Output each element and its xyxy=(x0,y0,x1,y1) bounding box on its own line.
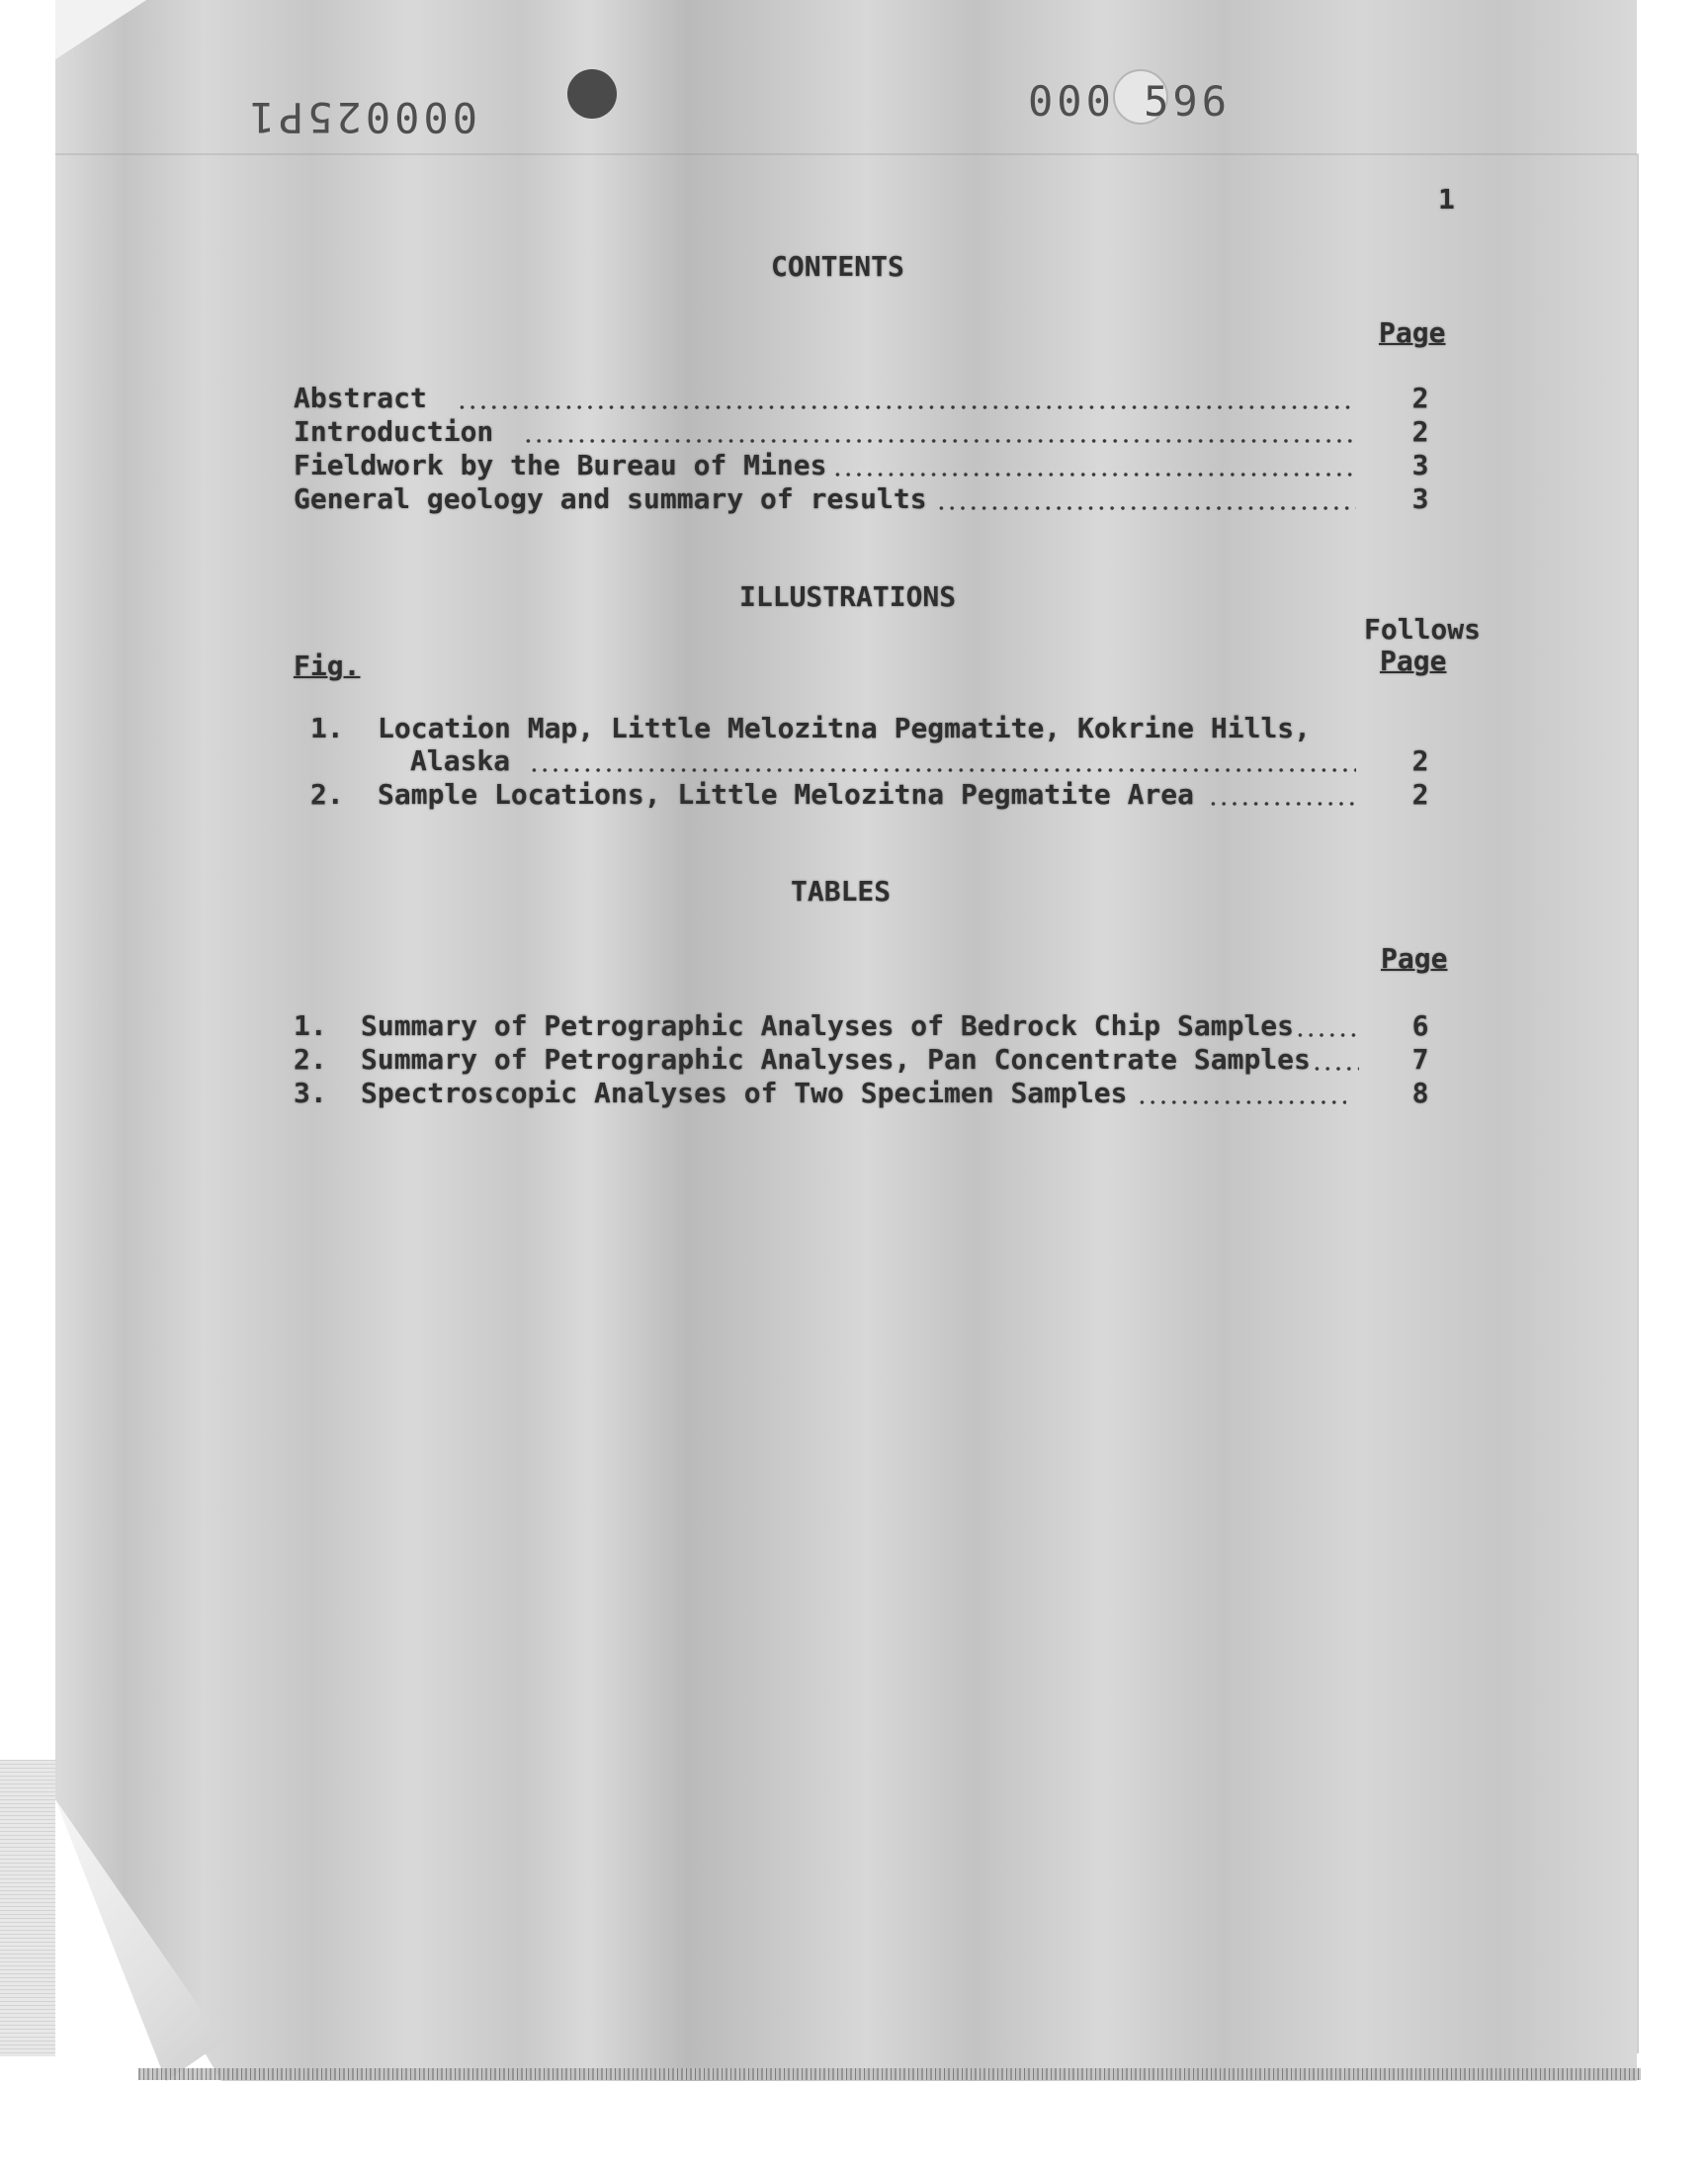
fig-entry xyxy=(410,744,1440,778)
dot-leader xyxy=(936,482,1356,516)
contents-heading: CONTENTS xyxy=(771,250,904,283)
entry-label: Alaska xyxy=(410,744,511,777)
entry-page: 2 xyxy=(1411,382,1429,414)
dot-leader xyxy=(1312,1043,1359,1077)
entry-label: Fieldwork by the Bureau of Mines xyxy=(294,449,827,481)
table-number: 1. xyxy=(294,1009,327,1042)
table-entry xyxy=(361,1043,1440,1077)
dot-leader xyxy=(457,382,1356,415)
entry-page: 2 xyxy=(1411,778,1429,811)
contents-entry xyxy=(294,382,1440,415)
dot-leader xyxy=(523,415,1356,449)
illustrations-page-column: Page xyxy=(1380,645,1447,677)
dot-leader xyxy=(1295,1009,1359,1043)
scan-edge-bottom xyxy=(138,2068,1641,2080)
document-stamp-left: 000025P1 xyxy=(245,93,477,141)
entry-label: Summary of Petrographic Analyses, Pan Concentrate Samples xyxy=(361,1043,1311,1076)
illustrations-heading: ILLUSTRATIONS xyxy=(739,580,957,613)
fig-number: 1. xyxy=(310,712,344,744)
entry-page: 2 xyxy=(1411,415,1429,448)
punch-hole xyxy=(567,69,617,119)
tables-page-column: Page xyxy=(1381,942,1448,975)
follows-column: Follows xyxy=(1364,613,1482,646)
entry-label: General geology and summary of results xyxy=(294,482,927,515)
entry-label: Summary of Petrographic Analyses of Bedrock Chip Samples xyxy=(361,1009,1295,1042)
entry-page: 8 xyxy=(1411,1077,1429,1109)
tables-heading: TABLES xyxy=(791,875,892,908)
fig-column: Fig. xyxy=(294,650,361,682)
table-entry xyxy=(361,1009,1440,1043)
entry-label: Introduction xyxy=(294,415,494,448)
entry-page: 2 xyxy=(1411,744,1429,777)
entry-page: 7 xyxy=(1411,1043,1429,1076)
table-number: 2. xyxy=(294,1043,327,1076)
table-entry xyxy=(361,1077,1440,1110)
entry-page: 6 xyxy=(1411,1009,1429,1042)
contents-entry xyxy=(294,415,1440,449)
document-stamp-right: 000 596 xyxy=(1028,77,1232,126)
entry-page: 3 xyxy=(1411,482,1429,515)
entry-label: Spectroscopic Analyses of Two Specimen Samples xyxy=(361,1077,1128,1109)
table-number: 3. xyxy=(294,1077,327,1109)
entry-page: 3 xyxy=(1411,449,1429,481)
contents-page-column: Page xyxy=(1379,316,1446,349)
dot-leader xyxy=(1137,1077,1346,1110)
fig-number: 2. xyxy=(310,778,344,811)
entry-label: Sample Locations, Little Melozitna Pegmatite Area xyxy=(378,778,1195,811)
folded-corner-top xyxy=(55,0,146,59)
entry-label: Abstract xyxy=(294,382,427,414)
scan-edge-left xyxy=(0,1760,55,2056)
fig-entry xyxy=(378,778,1440,812)
fig-label: Location Map, Little Melozitna Pegmatite, Kokrine Hills, xyxy=(378,712,1312,744)
contents-entry xyxy=(294,482,1440,516)
dot-leader xyxy=(1208,778,1357,812)
contents-entry xyxy=(294,449,1440,482)
dot-leader xyxy=(529,744,1356,778)
dot-leader xyxy=(832,449,1356,482)
page-number: 1 xyxy=(1438,183,1455,216)
